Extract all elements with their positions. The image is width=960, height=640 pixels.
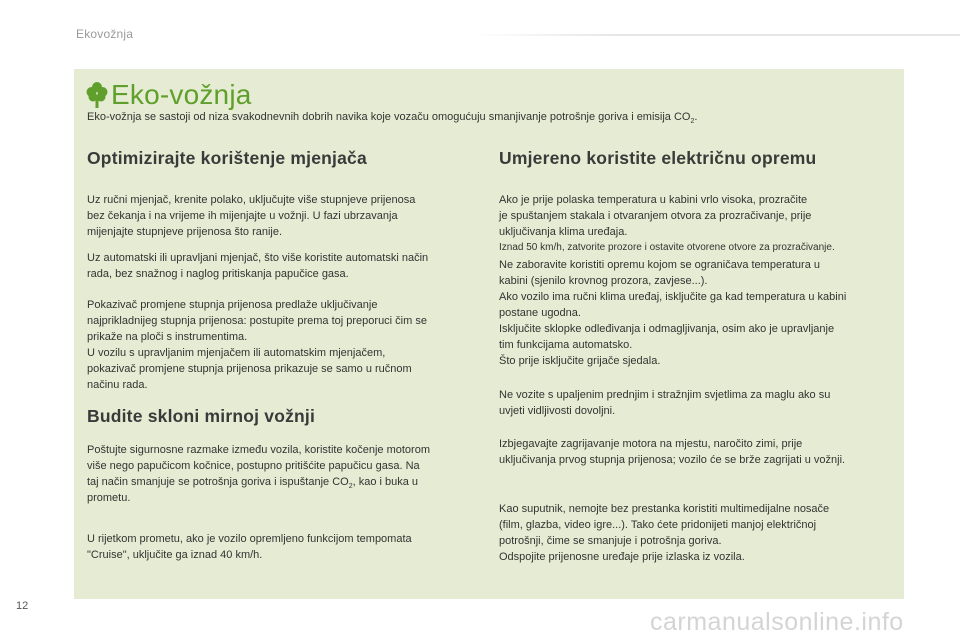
section-title-gearbox: Optimizirajte korištenje mjenjača	[87, 148, 367, 168]
paragraph-fog-lights: Ne vozite s upaljenim prednjim i stražnjim svjetlima za maglu ako su uvjeti vidljivosti dovoljni.	[499, 389, 831, 417]
paragraph-cruise-control: U rijetkom prometu, ako je vozilo opremljeno funkcijom tempomata "Cruise", uključite ga iznad 40 km/h.	[87, 533, 412, 561]
paragraph-multimedia: Kao suputnik, nemojte bez prestanka koristiti multimedijalne nosače (film, glazba, video igre...). Tako ćete pridonijeti manjoj električnoj potrošnji, čime se smanjuje i potrošnja goriva. Odspojite prijenosne uređaje prije izlaska iz vozila.	[499, 503, 830, 563]
paragraph-speed-windows: Iznad 50 km/h, zatvorite prozore i ostavite otvorene otvore za prozračivanje.	[499, 242, 835, 253]
page-title-row	[86, 78, 252, 112]
paragraph-engine-warmup: Izbjegavajte zagrijavanje motora na mjestu, naročito zimi, prije uključivanja prvog stupnja prijenosa; vozilo će se brže zagrijati u vožnji.	[499, 438, 846, 466]
tree-icon	[86, 81, 108, 109]
paragraph-safe-distance: Poštujte sigurnosne razmake između vozila, koristite kočenje motorom više nego papučicom kočnice, postupno pritišćite papučicu gasa. Na taj način smanjuje se potrošnja goriva i ispuštanje $CO_2$, kao i buka u prometu.	[87, 444, 430, 504]
page-number: 12	[16, 600, 29, 612]
paragraph-automatic-gearbox: Uz automatski ili upravljani mjenjač, što više koristite automatski način rada, bez snažnog i naglog pritiskanja papučice gasa.	[87, 252, 429, 280]
paragraph-gear-indicator: Pokazivač promjene stupnja prijenosa predlaže uključivanje najprikladnijeg stupnja prijenosa: postupite prema toj preporuci čim se prikaže na ploči s instrumentima. U vozilu s upravljanim mjenjačem ili automatskim mjenjačem, pokazivač promjene stupnja prijenosa prikazuje se samo u ručnom načinu rada.	[87, 299, 427, 391]
header-divider	[470, 34, 960, 36]
section-label: Ekovožnja	[76, 27, 134, 41]
paragraph-climate-control: Ne zaboravite koristiti opremu kojom se ograničava temperatura u kabini (sjenilo krovnog prozora, zavjese...). Ako vozilo ima ručni klima uređaj, isključite ga kad temperatura u kabini postane ugodna. Isključite sklopke odleđivanja i odmagljivanja, osim ako je upravljanje tim funkcijama automatsko. Što prije isključite grijače sjedala.	[499, 259, 847, 367]
section-title-calm-driving: Budite skloni mirnoj vožnji	[87, 406, 316, 426]
section-title-electrical: Umjereno koristite električnu opremu	[499, 148, 817, 168]
watermark: carmanualsonline.info	[650, 608, 904, 636]
paragraph-manual-gearbox: Uz ručni mjenjač, krenite polako, uključujte više stupnjeve prijenosa bez čekanja i na vrijeme ih mijenjajte u vožnji. U fazi ubrzavanja mijenjajte stupnjeve prijenosa što ranije.	[87, 194, 416, 238]
page-title: Eko-vožnja	[111, 79, 252, 110]
paragraph-cabin-ventilation: Ako je prije polaska temperatura u kabini vrlo visoka, prozračite je spuštanjem stakala i otvaranjem otvora za prozračivanje, prije uključivanja klima uređaja.	[499, 194, 812, 238]
intro-text: Eko-vožnja se sastoji od niza svakodnevnih dobrih navika koje vozaču omogućuju smanjivanje potrošnje goriva i emisija $CO_2$.	[87, 111, 698, 126]
